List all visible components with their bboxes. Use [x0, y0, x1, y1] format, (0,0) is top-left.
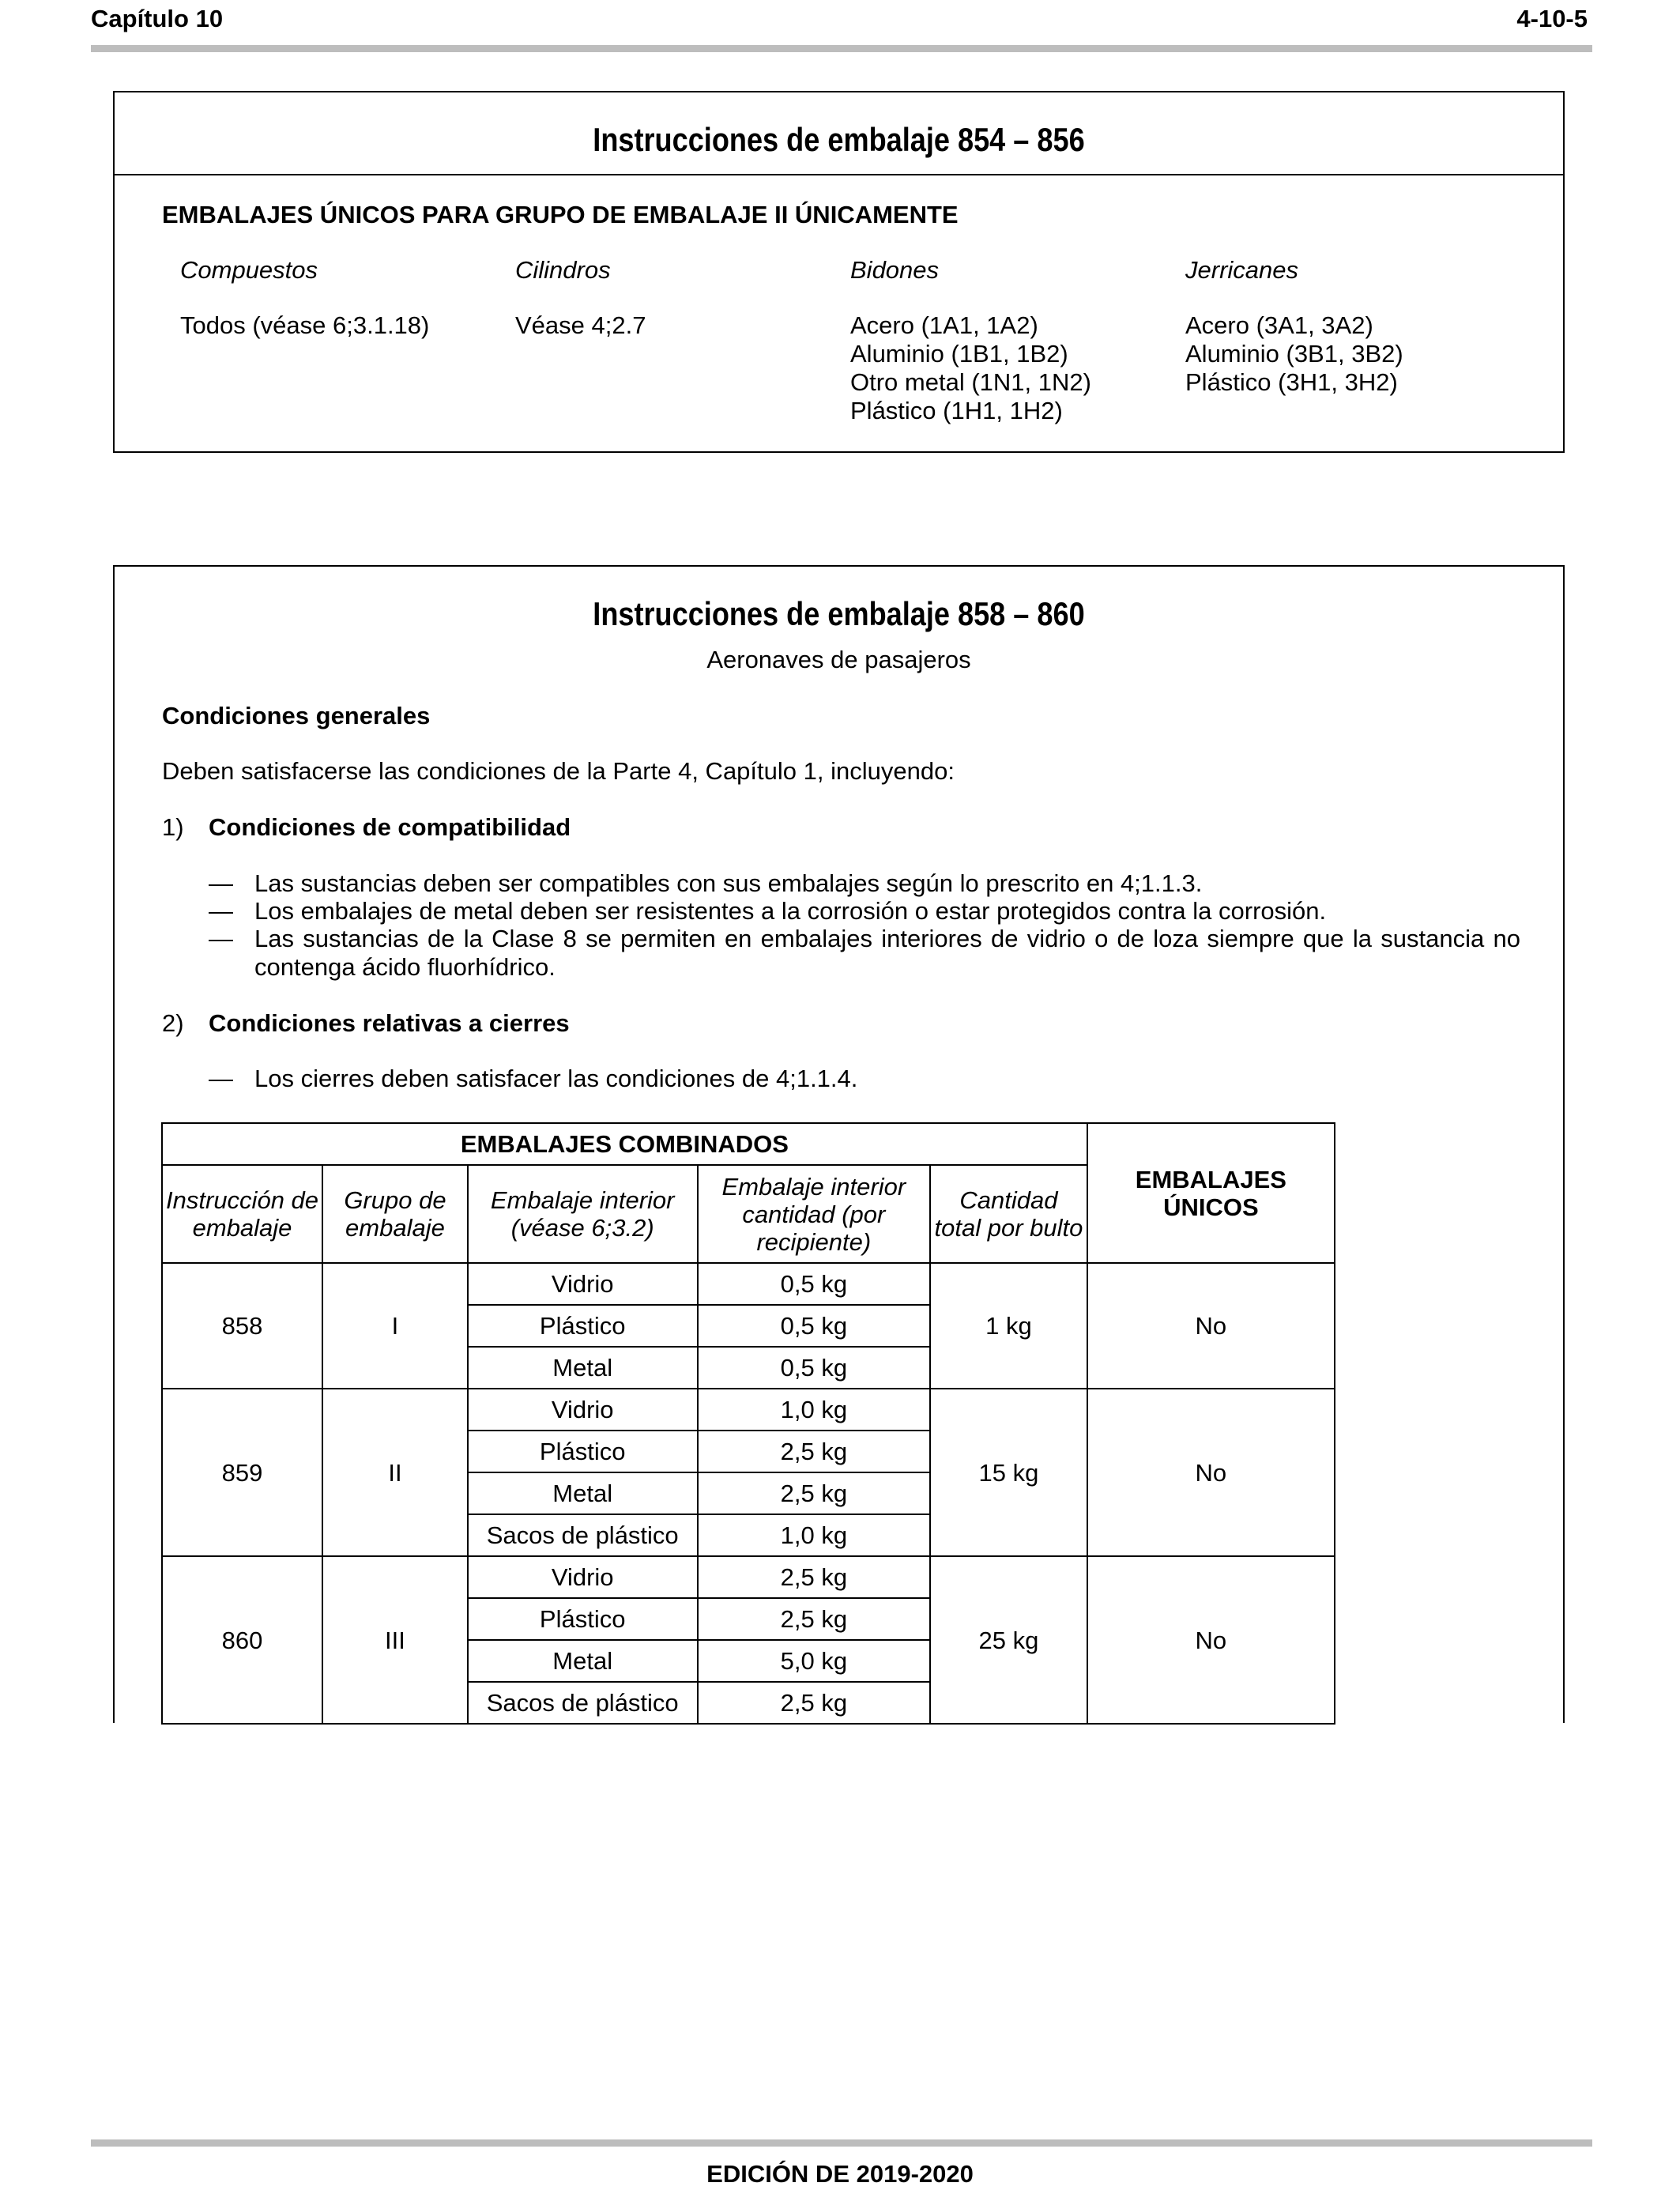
list-item: Aluminio (1B1, 1B2) — [850, 340, 1068, 368]
qty-cell: 0,5 kg — [698, 1347, 931, 1389]
box-title: Instrucciones de embalaje 854 – 856 — [593, 121, 1085, 158]
instruction-cell: 858 — [162, 1263, 322, 1389]
group-cell: III — [322, 1556, 468, 1724]
general-conditions-heading: Condiciones generales — [162, 702, 431, 729]
section-heading: EMBALAJES ÚNICOS PARA GRUPO DE EMBALAJE II ÚNICAMENTE — [162, 201, 959, 228]
col-cilindros — [515, 311, 646, 340]
col-header-bidones: Bidones — [850, 256, 940, 284]
title-divider — [115, 174, 1563, 175]
qty-cell: 5,0 kg — [698, 1640, 931, 1682]
single-packagings-header: EMBALAJES ÚNICOS — [1087, 1123, 1335, 1263]
list-item: Plástico (1H1, 1H2) — [850, 397, 1063, 424]
edition-label: EDICIÓN DE 2019-2020 — [706, 2160, 974, 2188]
list-item: Plástico (3H1, 3H2) — [1185, 368, 1398, 396]
box-subtitle: Aeronaves de pasajeros — [706, 646, 971, 673]
inner-cell: Metal — [468, 1472, 698, 1514]
packing-table — [161, 1122, 1335, 1725]
inner-cell: Plástico — [468, 1431, 698, 1472]
condition-number: 2) — [162, 1009, 184, 1037]
instruction-cell: 859 — [162, 1389, 322, 1556]
col-header-jerricanes: Jerricanes — [1185, 256, 1298, 284]
list-item: Véase 4;2.7 — [515, 311, 646, 339]
condition-title-compatibility: Condiciones de compatibilidad — [209, 813, 571, 841]
group-cell: II — [322, 1389, 468, 1556]
col-header-cilindros: Cilindros — [515, 256, 611, 284]
list-item: Acero (3A1, 3A2) — [1185, 311, 1373, 339]
total-cell: 15 kg — [930, 1389, 1087, 1556]
list-item: Todos (véase 6;3.1.18) — [180, 311, 430, 339]
list-item: Acero (1A1, 1A2) — [850, 311, 1038, 339]
inner-cell: Vidrio — [468, 1263, 698, 1305]
inner-cell: Metal — [468, 1640, 698, 1682]
instruction-cell: 860 — [162, 1556, 322, 1724]
condition-title-closures: Condiciones relativas a cierres — [209, 1009, 570, 1037]
col-compuestos — [180, 311, 429, 340]
qty-cell: 2,5 kg — [698, 1682, 931, 1724]
table-row — [162, 1556, 1335, 1598]
qty-cell: 2,5 kg — [698, 1431, 931, 1472]
list-item: Otro metal (1N1, 1N2) — [850, 368, 1091, 396]
group-cell: I — [322, 1263, 468, 1389]
table-row — [162, 1389, 1335, 1431]
condition-number: 1) — [162, 813, 184, 841]
qty-cell: 2,5 kg — [698, 1598, 931, 1640]
inner-cell: Vidrio — [468, 1389, 698, 1431]
single-cell: No — [1087, 1556, 1335, 1724]
col-header-inner-quantity: Embalaje interior cantidad (por recipiente) — [698, 1165, 931, 1263]
total-cell: 25 kg — [930, 1556, 1087, 1724]
col-header-total-quantity: Cantidad total por bulto — [930, 1165, 1087, 1263]
inner-cell: Sacos de plástico — [468, 1682, 698, 1724]
combined-packagings-header: EMBALAJES COMBINADOS — [162, 1123, 1087, 1165]
single-cell: No — [1087, 1389, 1335, 1556]
col-bidones — [850, 311, 1091, 425]
qty-cell: 0,5 kg — [698, 1305, 931, 1347]
col-header-compuestos: Compuestos — [180, 256, 318, 284]
packing-box-858-860: Instrucciones de embalaje 858 – 860 Aeronaves de pasajeros Condiciones generales Deben satisfacerse las condiciones de la Parte 4, Capítulo 1, incluyendo: 1) Condiciones de compatibilidad — Las sustancias deben ser compatibles con sus embalajes según lo prescrito en 4;1.1.3. — Los embalajes de metal deben ser resistentes a la corrosión o estar protegidos contra la corrosión. — Las sustancias de la Clase 8 se permiten en embalajes interiores de vidrio o de loza siempre que la sustancia no contenga ácido fluorhídrico. 2) Condiciones relativas a cierres — Los cierres deben satisfacer las condiciones de 4;1.1.4. — [113, 565, 1565, 1723]
table-row — [162, 1263, 1335, 1305]
intro-text: Deben satisfacerse las condiciones de la Parte 4, Capítulo 1, incluyendo: — [162, 757, 955, 785]
header-rule — [91, 45, 1592, 52]
box-title: Instrucciones de embalaje 858 – 860 — [593, 595, 1085, 632]
single-cell: No — [1087, 1263, 1335, 1389]
page-number: 4-10-5 — [1516, 5, 1588, 32]
inner-cell: Plástico — [468, 1598, 698, 1640]
inner-cell: Sacos de plástico — [468, 1514, 698, 1556]
packing-box-854-856 — [113, 91, 1565, 453]
footer-rule — [91, 2139, 1592, 2147]
total-cell: 1 kg — [930, 1263, 1087, 1389]
chapter-label: Capítulo 10 — [91, 5, 224, 32]
qty-cell: 1,0 kg — [698, 1389, 931, 1431]
qty-cell: 2,5 kg — [698, 1472, 931, 1514]
qty-cell: 0,5 kg — [698, 1263, 931, 1305]
col-header-inner: Embalaje interior (véase 6;3.2) — [468, 1165, 698, 1263]
inner-cell: Vidrio — [468, 1556, 698, 1598]
col-jerricanes — [1185, 311, 1403, 397]
col-header-group: Grupo de embalaje — [322, 1165, 468, 1263]
qty-cell: 1,0 kg — [698, 1514, 931, 1556]
inner-cell: Metal — [468, 1347, 698, 1389]
inner-cell: Plástico — [468, 1305, 698, 1347]
list-item: Aluminio (3B1, 3B2) — [1185, 340, 1403, 368]
col-header-instruction: Instrucción de embalaje — [162, 1165, 322, 1263]
qty-cell: 2,5 kg — [698, 1556, 931, 1598]
